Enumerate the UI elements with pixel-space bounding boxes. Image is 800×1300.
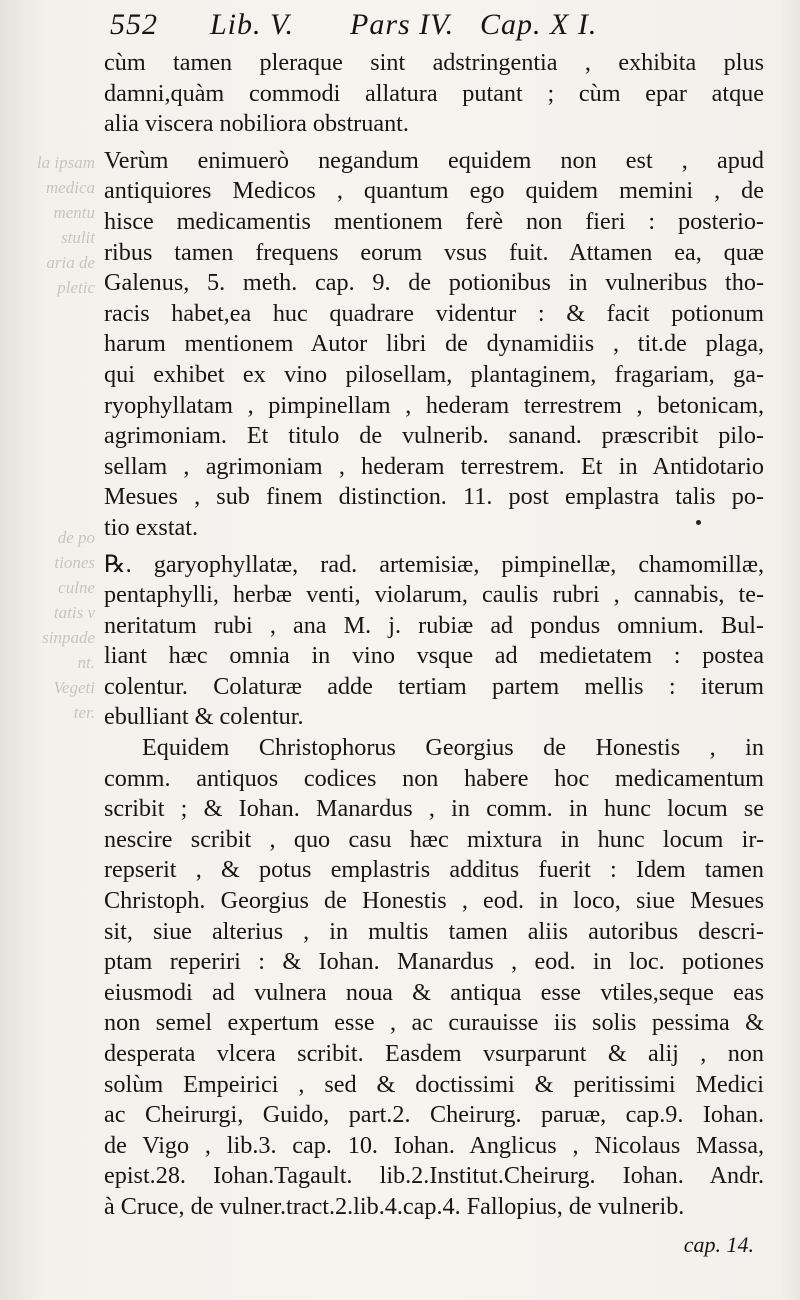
bleed-fragment: aria de	[46, 253, 95, 272]
text-line: hisce medicamentis mentionem ferè non fieri : posterio-	[104, 207, 764, 235]
bleed-fragment: ter.	[73, 703, 95, 722]
text-line: harum mentionem Autor libri de dynamidiis , tit.de plaga,	[104, 330, 764, 358]
text-line: non semel expertum esse , ac curauisse iis solis pessima &	[104, 1009, 764, 1037]
text-line: antiquiores Medicos , quantum ego quidem memini , de	[104, 177, 764, 205]
text-line: Equidem Christophorus Georgius de Honestis , in	[142, 734, 764, 762]
bleed-fragment	[0, 375, 95, 400]
ink-dot	[696, 520, 701, 525]
bleed-fragment: culne	[58, 578, 95, 597]
bleed-fragment	[0, 450, 95, 475]
bleed-fragment	[0, 475, 95, 500]
text-line: nescire scribit , quo casu hæc mixtura in hunc locum ir-	[104, 825, 764, 853]
bleed-fragment: tatis v	[53, 603, 95, 622]
text-line: comm. antiquos codices non habere hoc medicamentum	[104, 764, 764, 792]
text-line: agrimoniam. Et titulo de vulnerib. sanand. præscribit pilo-	[104, 422, 764, 450]
header-pars: Pars IV.	[350, 8, 455, 41]
bleed-fragment	[0, 425, 95, 450]
bleed-fragment: Vegeti	[53, 678, 95, 697]
text-line: solùm Empeirici , sed & doctissimi & peritissimi Medici	[104, 1070, 764, 1098]
text-line: eiusmodi ad vulnera noua & antiqua esse vtiles,seque eas	[104, 978, 764, 1006]
text-line: racis habet,ea huc quadrare videntur : & facit potionum	[104, 299, 764, 327]
bleed-fragment: sinpade	[42, 628, 95, 647]
bleed-through-margin	[0, 150, 95, 725]
bleed-fragment: mentu	[53, 203, 95, 222]
text-line: epist.28. Iohan.Tagault. lib.2.Institut.Cheirurg. Iohan. Andr.	[104, 1162, 764, 1190]
text-line: ptam reperiri : & Iohan. Manardus , eod. in loc. potiones	[104, 948, 764, 976]
bleed-fragment	[0, 325, 95, 350]
text-line: sit, siue alterius , in multis tamen aliis autoribus descri-	[104, 917, 764, 945]
bleed-fragment	[0, 500, 95, 525]
text-line: tio exstat.	[104, 513, 199, 541]
page-number: 552	[110, 8, 158, 41]
bleed-fragment: la ipsam	[36, 153, 95, 172]
text-line: repserit , & potus emplastris additus fuerit : Idem tamen	[104, 856, 764, 884]
text-line: cùm tamen pleraque sint adstringentia , exhibita plus	[104, 49, 764, 76]
text-line: ebulliant & colentur.	[104, 703, 304, 731]
text-line: à Cruce, de vulner.tract.2.lib.4.cap.4. Fallopius, de vulnerib.	[104, 1192, 685, 1220]
text-line: alia viscera nobiliora obstruant.	[104, 110, 409, 138]
bleed-fragment: medica	[45, 178, 95, 197]
text-line: pentaphylli, herbæ venti, violarum, caulis rubri , cannabis, te-	[104, 581, 764, 609]
catchword: cap. 14.	[683, 1232, 754, 1257]
text-line: damni,quàm commodi allatura putant ; cùm epar atque	[104, 79, 764, 107]
bleed-fragment: pletic	[57, 278, 95, 297]
text-line: sellam , agrimoniam , hederam terrestrem. Et in Antidotario	[104, 452, 764, 480]
header-caput: Cap. X I.	[480, 8, 598, 41]
text-line: Christoph. Georgius de Honestis , eod. in loco, siue Mesues	[104, 887, 764, 915]
running-header	[110, 8, 760, 48]
text-line: qui exhibet ex vino pilosellam, plantaginem, fragariam, ga-	[104, 360, 764, 388]
text-line: de Vigo , lib.3. cap. 10. Iohan. Anglicus , Nicolaus Massa,	[104, 1131, 764, 1159]
text-line: Galenus, 5. meth. cap. 9. de potionibus in vulneribus tho-	[104, 269, 764, 297]
text-line: scribit ; & Iohan. Manardus , in comm. in hunc locum se	[104, 795, 764, 823]
body-text	[104, 48, 764, 1223]
text-line: Verùm enimuerò negandum equidem non est , apud	[104, 146, 764, 174]
text-line: Mesues , sub finem distinction. 11. post emplastra talis po-	[104, 483, 764, 511]
text-line: desperata vlcera scribit. Easdem vsurparunt & alij , non	[104, 1040, 764, 1067]
text-line: ac Cheirurgi, Guido, part.2. Cheirurg. paruæ, cap.9. Iohan.	[104, 1101, 764, 1129]
bleed-fragment: tiones	[54, 553, 95, 572]
text-line: ryophyllatam , pimpinellam , hederam terrestrem , betonicam,	[104, 391, 764, 419]
bleed-fragment: de po	[57, 528, 95, 547]
text-line: ribus tamen frequens eorum vsus fuit. Attamen ea, quæ	[104, 238, 764, 266]
bleed-fragment	[0, 300, 95, 325]
text-line: neritatum rubi , ana M. j. rubiæ ad pondus omnium. Bul-	[104, 611, 764, 639]
bleed-fragment	[0, 350, 95, 375]
bleed-fragment: stulit	[60, 228, 95, 247]
bleed-fragment	[0, 400, 95, 425]
text-line: liant hæc omnia in vino vsque ad medietatem : postea	[104, 642, 764, 670]
header-liber: Lib. V.	[210, 8, 294, 41]
text-line: ℞. garyophyllatæ, rad. artemisiæ, pimpinellæ, chamomillæ,	[104, 550, 764, 578]
bleed-fragment: nt.	[77, 653, 95, 672]
text-line: colentur. Colaturæ adde tertiam partem mellis : iterum	[104, 672, 764, 700]
